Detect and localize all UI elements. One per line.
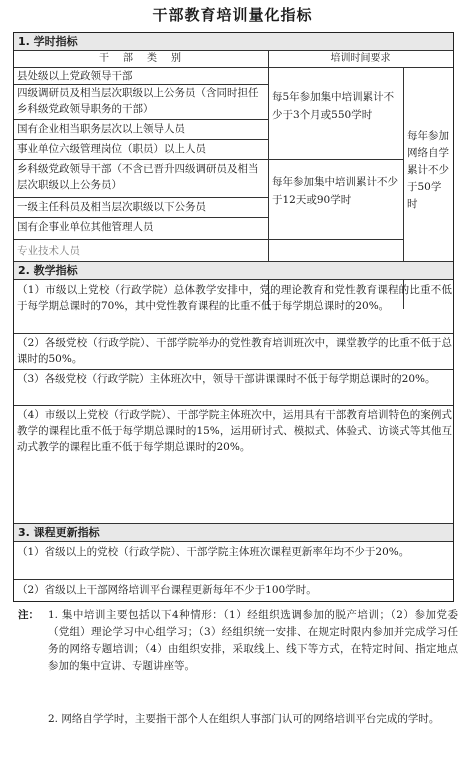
indicator-table bbox=[13, 32, 454, 602]
category-row: 乡科级党政领导干部（不含已晋升四级调研员及相当层次职级以上公务员） bbox=[17, 163, 259, 191]
column-header-requirement: 培训时间要求 bbox=[330, 53, 391, 64]
teaching-indicator-item: （1）市级以上党校（行政学院）总体教学安排中，党的理论教育和党性教育课程的比重不低于每学期总课时的70%，其中党性教育课程的比重不低于每学期总课时的20%。 bbox=[17, 284, 452, 312]
page-title: 干部教育培训量化指标 bbox=[152, 6, 313, 24]
category-row: 事业单位六级管理岗位（职员）以上人员 bbox=[17, 143, 206, 155]
teaching-indicator-item: （4）市级以上党校（行政学院）、干部学院主体班次中，运用具有干部教育培训特色的案例式教学的课程比重不低于每学期总课时的15%，运用研讨式、模拟式、体验式、访谈式等其他互动式教学的课程比重不低于每学期总课时的20%。 bbox=[17, 409, 452, 453]
category-row: 专业技术人员 bbox=[17, 245, 80, 257]
section3-heading: 3. 课程更新指标 bbox=[14, 524, 453, 542]
note-item: 2. 网络自学学时，主要指干部个人在组织人事部门认可的网络培训平台完成的学时。 bbox=[48, 713, 440, 725]
section2-heading: 2. 教学指标 bbox=[14, 262, 453, 280]
section1-heading: 1. 学时指标 bbox=[14, 33, 453, 51]
category-row: 国有企业相当职务层次以上领导人员 bbox=[17, 123, 185, 135]
notes-label: 注： bbox=[18, 609, 39, 621]
teaching-indicator-item: （2）各级党校（行政学院）、干部学院举办的党性教育培训班次中，课堂教学的比重不低于总课时的50%。 bbox=[17, 337, 452, 365]
requirement-group1: 每5年参加集中培训累计不少于3个月或550学时 bbox=[272, 91, 395, 121]
course-update-item: （1）省级以上的党校（行政学院）、干部学院主体班次课程更新率年均不少于20%。 bbox=[17, 546, 410, 558]
category-row: 县处级以上党政领导干部 bbox=[17, 70, 133, 82]
category-row: 一级主任科员及相当层次职级以下公务员 bbox=[17, 201, 206, 213]
column-header-category: 干 部 类 别 bbox=[99, 53, 183, 64]
requirement-group2: 每年参加集中培训累计不少于12天或90学时 bbox=[272, 176, 398, 206]
course-update-item: （2）省级以上干部网络培训平台课程更新每年不少于100学时。 bbox=[17, 584, 317, 596]
note-item: 1. 集中培训主要包括以下4种情形：（1）经组织选调参加的脱产培训；（2）参加党委（党组）理论学习中心组学习；（3）经组织统一安排、在规定时限内参加并完成学习任务的网络专题培训；（4）由组织安排，采取线上、线下等方式，在特定时间、指定地点参加的集中宣讲、专题讲座等。 bbox=[48, 609, 458, 672]
teaching-indicator-item: （3）各级党校（行政学院）主体班次中，领导干部讲课课时不低于每学期总课时的20%。 bbox=[17, 373, 436, 385]
category-row: 国有企事业单位其他管理人员 bbox=[17, 221, 154, 233]
category-row: 四级调研员及相当层次职级以上公务员（含同时担任乡科级党政领导职务的干部） bbox=[17, 87, 259, 115]
requirement-online: 每年参加网络自学累计不少于50学时 bbox=[407, 130, 449, 210]
